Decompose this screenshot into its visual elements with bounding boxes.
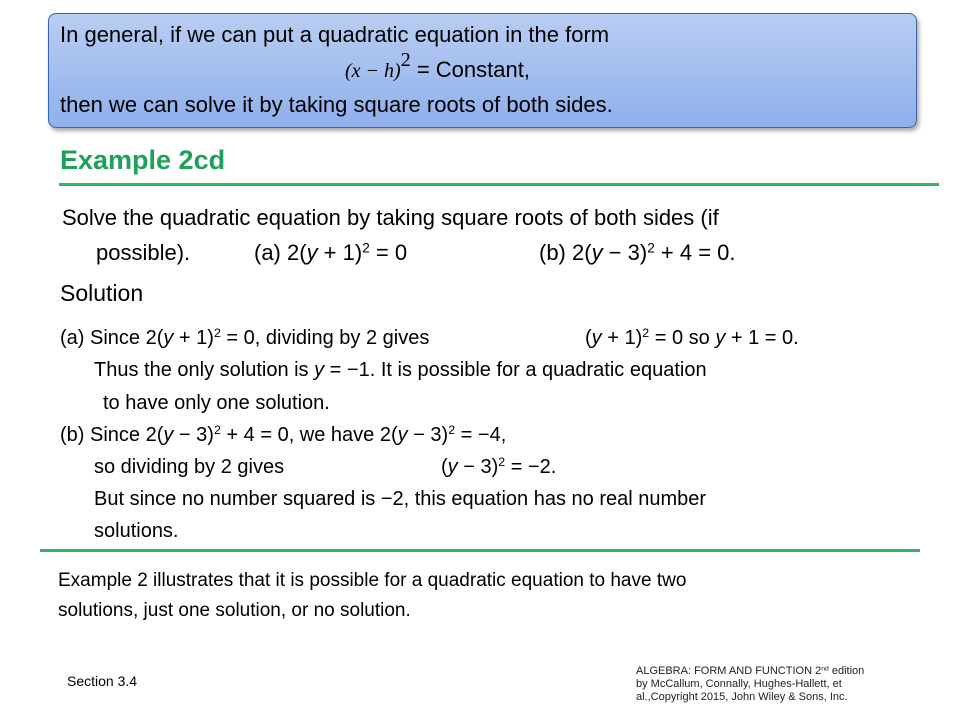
b2-r1: ( [441,456,448,478]
a1-post: = 0, dividing by 2 gives [220,327,430,349]
b1-pre: (b) Since 2( [60,424,164,446]
a1-pre: (a) Since 2( [60,327,164,349]
b1-mid: − 3) [173,424,214,446]
solution-b-line-2: so dividing by 2 gives [94,456,285,478]
b1-post: = −4, [455,424,507,446]
credit1-sup: nd [821,665,829,673]
title-rule [59,183,939,186]
formula-rest: = Constant, [410,57,530,82]
callout-line-3: then we can solve it by taking square roots of both sides. [60,92,613,117]
formula-exponent: 2 [400,49,411,71]
a1-mid: + 1) [173,327,214,349]
part-a-equation [254,240,407,266]
copyright-credit [636,665,864,704]
part-b-mid: − 3) [602,240,648,265]
solution-a-result [585,327,799,350]
b1-exp: 2 [213,423,221,438]
a1-r3: = 0 so [649,327,716,349]
a1-var: y [163,327,174,349]
solution-a-line-1 [60,327,429,350]
section-label: Section 3.4 [67,673,138,689]
solution-b-result [441,456,556,479]
a1-r2: + 1) [601,327,643,349]
b2-rexp: 2 [498,455,506,470]
solution-b-line-3: But since no number squared is −2, this equation has no real number [94,488,707,510]
a1-r1: ( [585,327,592,349]
part-a-exp: 2 [362,240,370,256]
b2-rvar: y [447,456,458,478]
part-a-end: = 0 [369,240,408,265]
part-a-var: y [306,240,318,265]
example-title: Example 2cd [60,145,226,175]
part-a-mid: + 1) [317,240,363,265]
part-b-label: (b) 2( [539,240,592,265]
a2-var: y [314,359,325,381]
general-rule-callout [48,13,917,128]
conclusion-line-1: Example 2 illustrates that it is possible for a quadratic equation to have two [58,570,687,591]
a1-r5: + 1 = 0. [725,327,799,349]
solution-b-line-4: solutions. [94,520,179,542]
callout-formula [345,49,530,83]
credit-line-3: al.,Copyright 2015, John Wiley & Sons, Inc. [636,691,848,703]
callout-line-1: In general, if we can put a quadratic equation in the form [60,22,610,47]
a2-post: = −1. It is possible for a quadratic equation [324,359,707,381]
part-b-var: y [591,240,603,265]
credit1-end: edition [828,665,865,677]
solution-a-line-2 [94,359,707,382]
part-a-label: (a) 2( [254,240,307,265]
credit-line-1 [636,665,864,678]
b1-exp2: 2 [448,423,456,438]
solution-rule [40,549,920,552]
b2-r3: = −2. [505,456,557,478]
part-b-exp: 2 [647,240,655,256]
b1-var: y [163,424,174,446]
a2-pre: Thus the only solution is [94,359,315,381]
part-b-equation [539,240,736,266]
b1-mid2: + 4 = 0, we have 2( [220,424,398,446]
a1-exp: 2 [213,326,221,341]
solution-heading: Solution [60,280,144,306]
b2-r2: − 3) [457,456,499,478]
credit1: ALGEBRA: FORM AND FUNCTION 2 [636,665,822,677]
credit-line-2: by McCallum, Connally, Hughes-Hallett, et [636,678,842,690]
conclusion-line-2: solutions, just one solution, or no solution. [58,600,411,621]
a1-rvar: y [591,327,602,349]
part-b-end: + 4 = 0. [654,240,736,265]
a1-r4: y [715,327,726,349]
b1-mid3: − 3) [407,424,449,446]
formula-math: (x − h) [345,60,401,82]
solution-b-line-1 [60,424,506,447]
solution-a-line-3: to have only one solution. [103,392,330,414]
prompt-possible: possible). [96,240,191,265]
a1-rexp: 2 [642,326,650,341]
b1-var2: y [397,424,408,446]
prompt-line-1: Solve the quadratic equation by taking square roots of both sides (if [62,205,719,230]
